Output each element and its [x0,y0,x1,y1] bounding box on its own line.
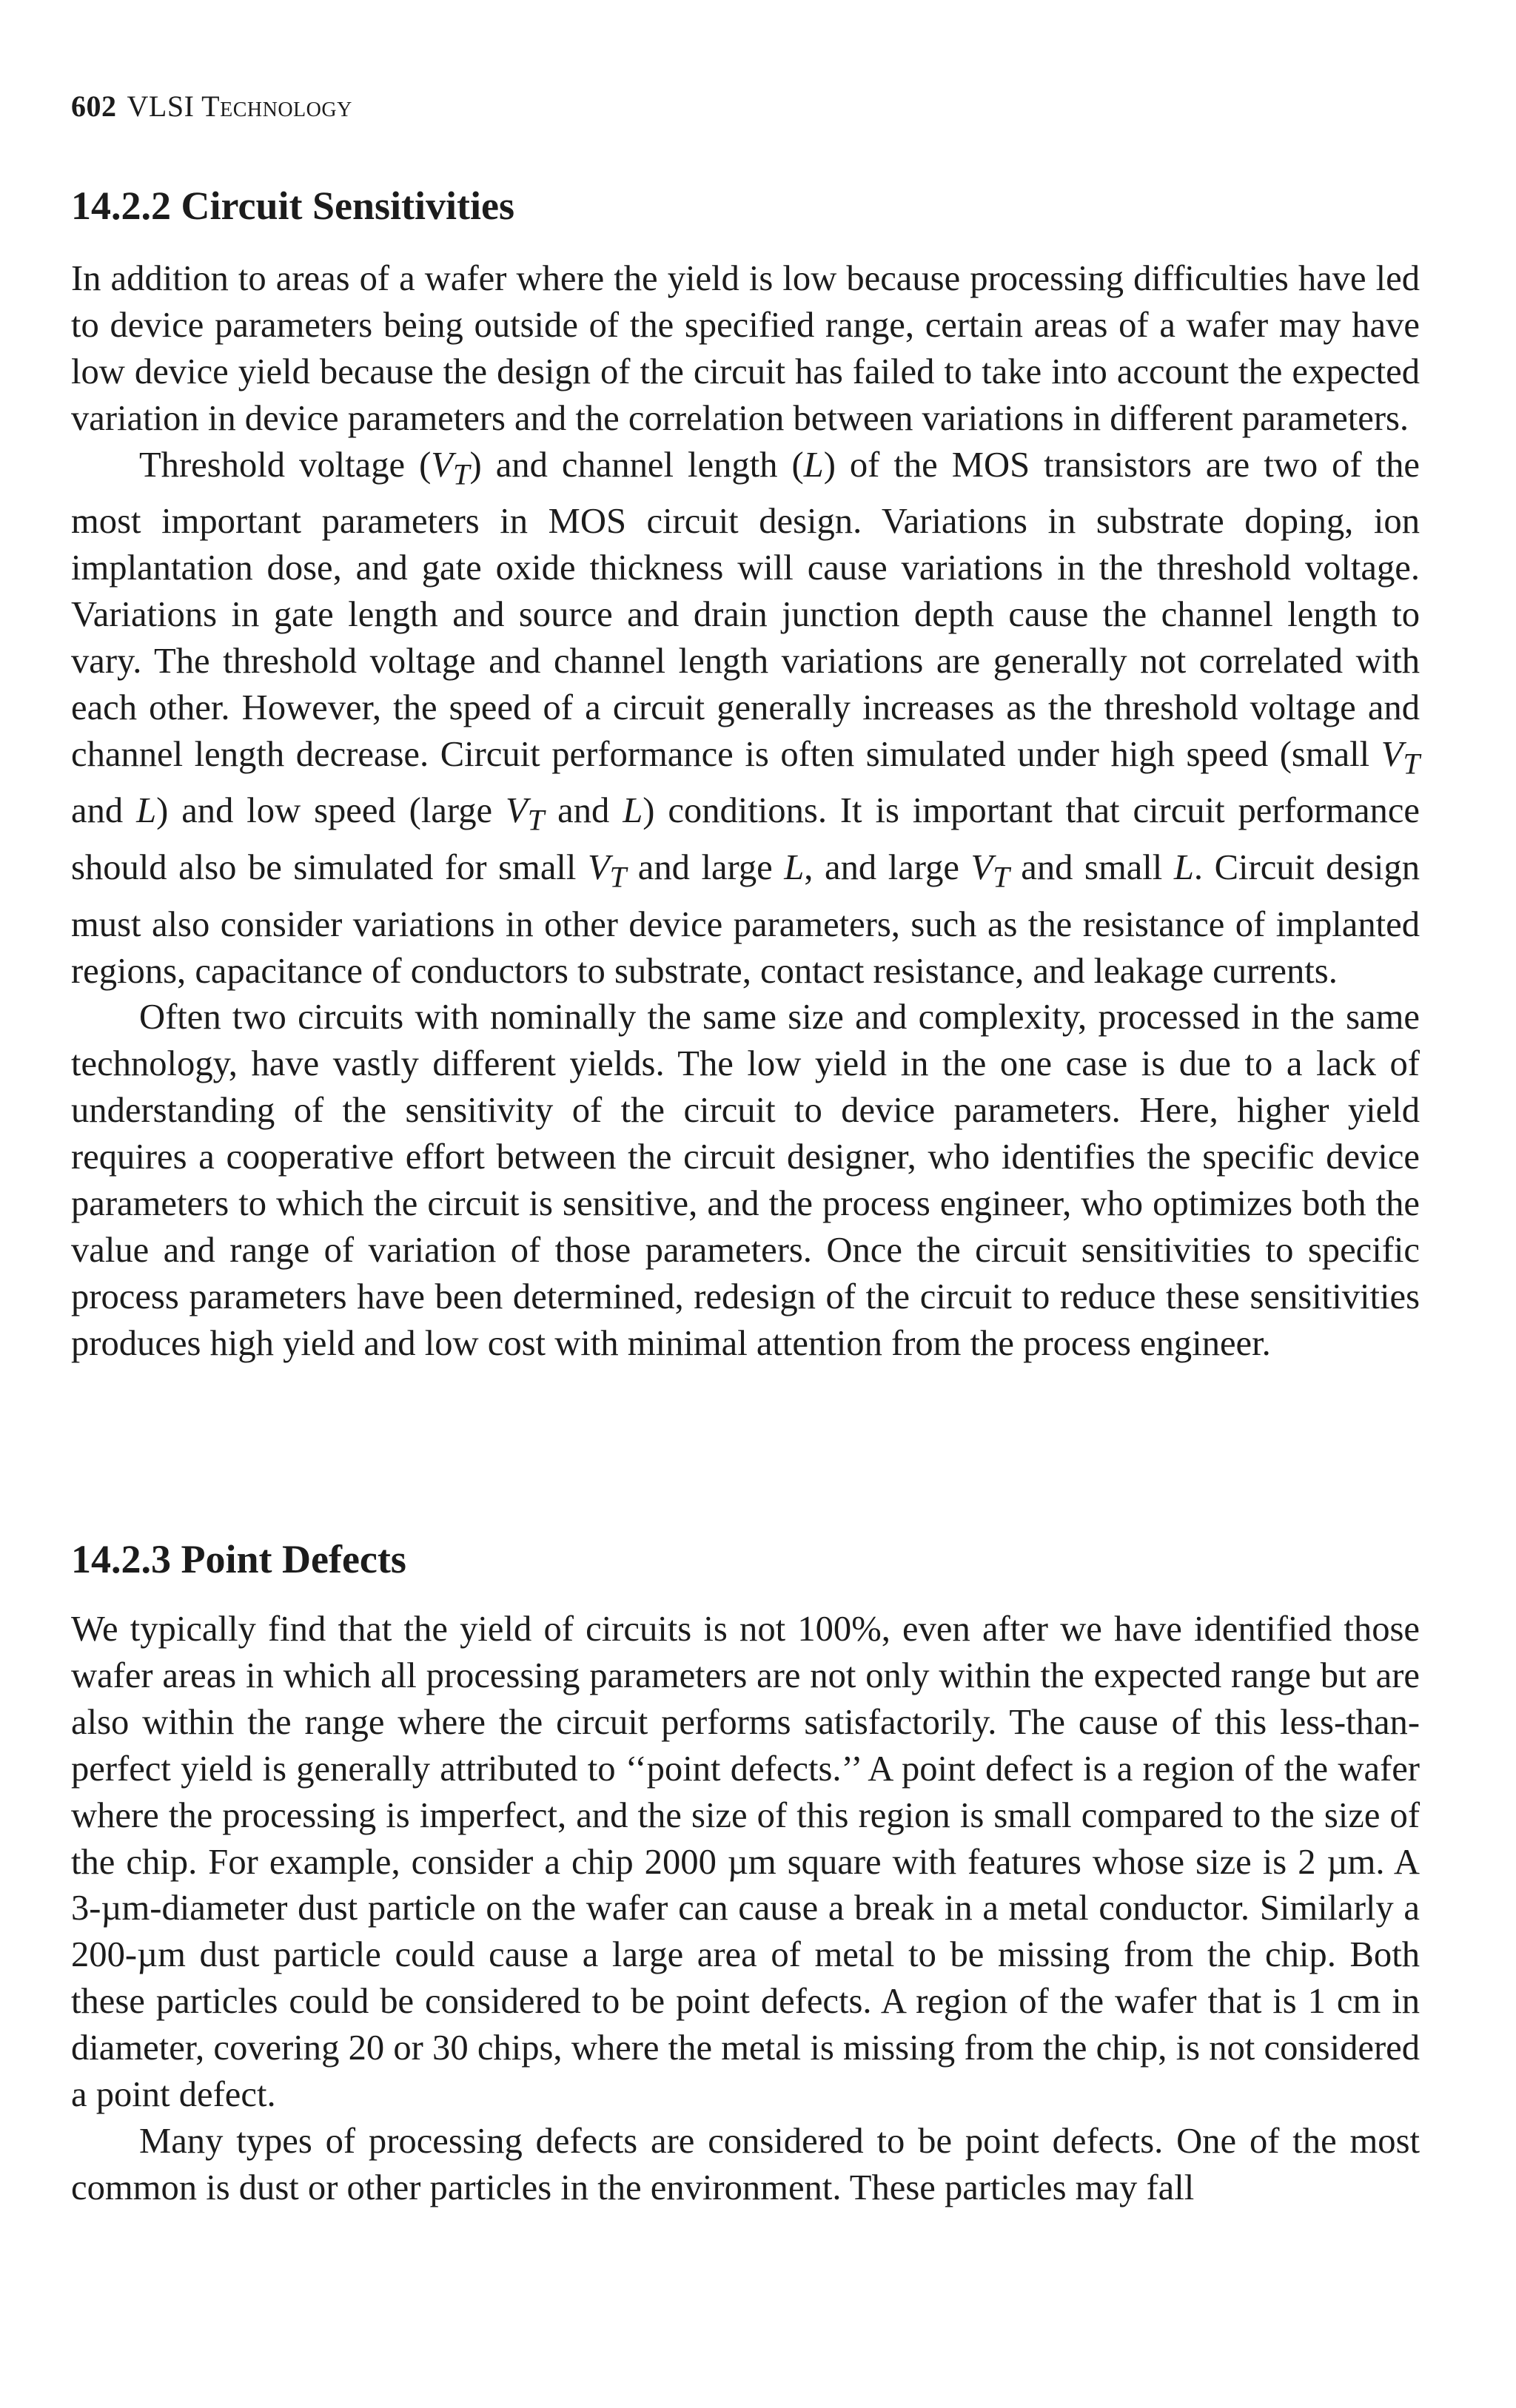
running-head [71,89,352,124]
page-number: 602 [71,90,117,123]
section-body [71,255,1420,1367]
section-body [71,1606,1420,2211]
book-title: VLSI Technology [127,90,352,123]
paragraph: Many types of processing defects are considered to be point defects. One of the most common is dust or other particles in the environment. These particles may fall [71,2120,1420,2207]
paragraph: Threshold voltage $(V_T)$ and channel length (L) of the MOS transistors are two of the most important parameters in MOS circuit design. Variations in substrate doping, ion implantation dose, and gate oxide thickness will cause variations in the threshold voltage. Variations in gate length and source and drain junction depth cause the channel length to vary. The threshold voltage and channel length variations are generally not correlated with each other. However, the speed of a circuit generally increases as the threshold voltage and channel length decrease. Circuit performance is often simulated under high speed (small $V_T$ and L) and low speed (large $V_T$ and L) conditions. It is important that circuit performance should also be simulated for small $V_T$ and large L, and large $V_T$ and small L. Circuit design must also consider variations in other device parameters, such as the resistance of implanted regions, capacitance of conductors to substrate, contact resistance, and leakage currents. [71,444,1421,991]
paragraph: In addition to areas of a wafer where the yield is low because processing difficulties have led to device parameters being outside of the specified range, certain areas of a wafer may have low device yield because the design of the circuit has failed to take into account the expected variation in device parameters and the correlation between variations in different parameters. [71,258,1420,438]
paragraph: We typically find that the yield of circuits is not 100%, even after we have identified those wafer areas in which all processing parameters are not only within the expected range but are also within the range where the circuit performs satisfactorily. The cause of this less-than-perfect yield is generally attributed to ‘‘point defects.’’ A point defect is a region of the wafer where the processing is imperfect, and the size of this region is small compared to the size of the chip. For example, consider a chip 2000 µm square with features whose size is 2 µm. A 3-µm-diameter dust particle on the wafer can cause a break in a metal conductor. Similarly a 200-µm dust particle could cause a large area of metal to be missing from the chip. Both these particles could be considered to be point defects. A region of the wafer that is 1 cm in diameter, covering 20 or 30 chips, where the metal is missing from the chip, is not considered a point defect. [71,1609,1420,2115]
paragraph: Often two circuits with nominally the same size and complexity, processed in the same technology, have vastly different yields. The low yield in the one case is due to a lack of understanding of the sensitivity of the circuit to device parameters. Here, higher yield requires a cooperative effort between the circuit designer, who identifies the specific device parameters to which the circuit is sensitive, and the process engineer, who optimizes both the value and range of variation of those parameters. Once the circuit sensitivities to specific process parameters have been determined, redesign of the circuit to reduce these sensitivities produces high yield and low cost with minimal attention from the process engineer. [71,997,1420,1363]
section-heading: 14.2.3 Point Defects [71,1537,406,1581]
section-heading: 14.2.2 Circuit Sensitivities [71,184,514,228]
